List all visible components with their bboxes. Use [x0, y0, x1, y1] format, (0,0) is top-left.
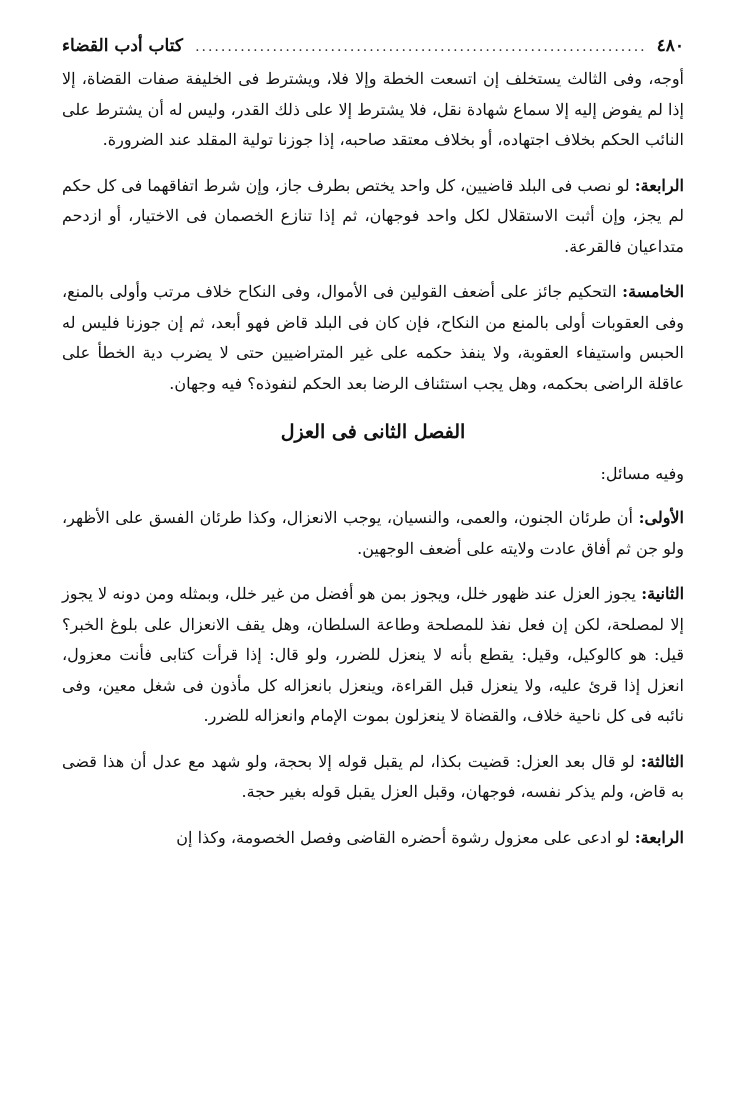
paragraph-label: الثانية: — [641, 584, 685, 603]
paragraph-text: أن طرئان الجنون، والعمى، والنسيان، يوجب الانعزال، وكذا طرئان الفسق على الأظهر، ولو جن ثم أفاق عادت ولايته على أضعف الوجهين. — [62, 508, 684, 558]
book-title: كتاب أدب القضاء — [62, 36, 183, 56]
chapter-title: الفصل الثانى فى العزل — [280, 421, 466, 443]
paragraph-khamisa — [62, 277, 684, 399]
paragraph-label: الرابعة: — [634, 827, 684, 847]
paragraph-label: الثالثة: — [640, 751, 684, 771]
paragraph-text: يجوز العزل عند ظهور خلل، ويجوز بمن هو أفضل من غير خلل، وبمثله ومن دونه لا يجوز إلا لمصلحة، لكن إن فعل نفذ للمصلحة وطاعة السلطان، وهل يقف الانعزال على بلوغ الخبر؟ قيل: هو كالوكيل، وقيل: يقطع بأنه لا ينعزل للضرر، ولو قال: إذا قرأت كتابى فأنت معزول، انعزل إذا قرئ عليه، ولا ينعزل قبل القراءة، وينعزل بانعزاله كل مأذون فى شغل معين، وفى نائبه فى كل ناحية خلاف، والقضاة لا ينعزلون بموت الإمام وانعزاله للضرر. — [62, 584, 684, 725]
paragraph-label: الأولى: — [638, 508, 684, 527]
paragraph-text: لو نصب فى البلد قاضيين، كل واحد يختص بطرف جاز، وإن شرط اتفاقهما فى كل حكم لم يجز، وإن أثبت الاستقلال لكل واحد فوجهان، ثم إذا تنازع الخصمان فى الاختيار، أو ازدحم متداعيان فالقرعة. — [62, 175, 685, 256]
paragraph-text: أوجه، وفى الثالث يستخلف إن اتسعت الخطة وإلا فلا، ويشترط فى الخليفة صفات القضاة، إلا إذا لم يفوض إليه إلا سماع شهادة نقل، فلا يشترط إلا على ذلك القدر، وليس له أن يشترط على النائب الحكم بخلاف اجتهاده، أو بخلاف معتقد صاحبه، إذا جوزنا تولية المقلد عند الضرورة. — [62, 69, 684, 149]
chapter-intro: وفيه مسائل: — [600, 464, 684, 483]
paragraph-thalitha — [62, 747, 684, 808]
paragraph-ula — [62, 503, 684, 564]
paragraph-text: لو قال بعد العزل: قضيت بكذا، لم يقبل قوله إلا بحجة، ولو شهد مع عدل أن هذا قضى به قاض، ولم يذكر نفسه، فوجهان، وقبل العزل يقبل قوله بغير حجة. — [62, 751, 684, 801]
running-header — [62, 36, 684, 62]
header-leader-dots — [193, 39, 647, 55]
paragraph-label: الرابعة: — [634, 175, 684, 195]
paragraph-label: الخامسة: — [622, 282, 685, 301]
paragraph-thaniya — [62, 579, 684, 732]
page-number: ٤٨٠ — [656, 36, 684, 56]
paragraph-text: لو ادعى على معزول رشوة أحضره القاضى وفصل الخصومة، وكذا إن — [176, 827, 635, 847]
paragraph-rabia — [62, 171, 684, 263]
paragraph-rabia-2 — [62, 823, 684, 854]
page-body — [62, 64, 684, 868]
paragraph-continuation — [62, 64, 684, 156]
paragraph-text: التحكيم جائز على أضعف القولين فى الأموال، وفى النكاح خلاف مرتب وأولى بالمنع، وفى العقوبات أولى بالمنع من النكاح، فإن كان فى البلد قاض فهو أبعد، ثم إن جوزنا فليس له الحبس واستيفاء العقوبة، ولا ينفذ حكمه على غير المتراضيين حتى لا يضرب دية الخطأ على عاقلة الراضى بحكمه، وهل يجب استئناف الرضا بعد الحكم لنفوذه؟ فيه وجهان. — [62, 282, 684, 393]
